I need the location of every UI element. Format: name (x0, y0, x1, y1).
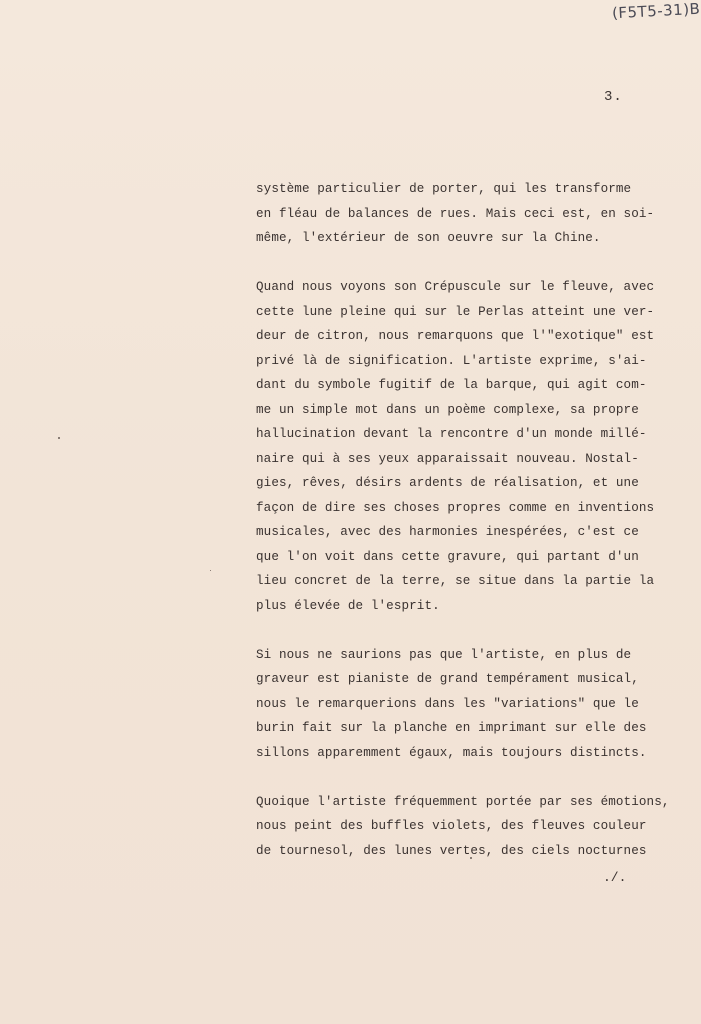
paragraph-1 (256, 177, 696, 251)
text-line: burin fait sur la planche en imprimant sur elle des (256, 721, 647, 735)
handwritten-reference-note: (F5T5-31)B (611, 0, 701, 23)
document-body (256, 177, 696, 888)
paper-speck (58, 437, 60, 439)
page-number: 3. (604, 89, 623, 105)
text-line: dant du symbole fugitif de la barque, qui agit com- (256, 378, 647, 392)
text-line: naire qui à ses yeux apparaissait nouveau. Nostal- (256, 451, 639, 466)
text-line: me un simple mot dans un poème complexe, sa propre (256, 402, 639, 417)
text-line: Quand nous voyons son Crépuscule sur le fleuve, avec (256, 280, 655, 294)
text-line: façon de dire ses choses propres comme en inventions (256, 500, 655, 515)
text-line: lieu concret de la terre, se situe dans la partie la (256, 574, 655, 588)
text-line: plus élevée de l'esprit. (256, 598, 440, 613)
paper-speck (210, 570, 211, 571)
text-line: musicales, avec des harmonies inespérées, c'est ce (256, 525, 639, 539)
paper-speck (470, 857, 472, 859)
text-line: cette lune pleine qui sur le Perlas atteint une ver- (256, 304, 655, 319)
text-line: nous peint des buffles violets, des fleuves couleur (256, 819, 647, 833)
text-line: privé là de signification. L'artiste exprime, s'ai- (256, 353, 647, 368)
text-line: Si nous ne saurions pas que l'artiste, en plus de (256, 647, 632, 662)
text-line: gies, rêves, désirs ardents de réalisation, et une (256, 476, 639, 490)
text-line: graveur est pianiste de grand tempérament musical, (256, 672, 639, 686)
text-line: hallucination devant la rencontre d'un monde millé- (256, 427, 647, 441)
text-line: Quoique l'artiste fréquemment portée par ses émotions, (256, 794, 670, 809)
continuation-mark: ./. (603, 870, 627, 885)
text-line: sillons apparemment égaux, mais toujours distincts. (256, 745, 647, 760)
paragraph-3 (256, 643, 696, 766)
text-line: nous le remarquerions dans les "variations" que le (256, 696, 639, 711)
text-line: en fléau de balances de rues. Mais ceci est, en soi- (256, 206, 655, 221)
text-line: que l'on voit dans cette gravure, qui partant d'un (256, 549, 639, 564)
paragraph-4 (256, 790, 696, 864)
text-line: système particulier de porter, qui les transforme (256, 182, 632, 196)
text-line: deur de citron, nous remarquons que l'"exotique" est (256, 329, 655, 343)
text-line: de tournesol, des lunes vertes, des ciels nocturnes (256, 843, 647, 858)
paragraph-2 (256, 275, 696, 618)
text-line: même, l'extérieur de son oeuvre sur la Chine. (256, 231, 601, 245)
